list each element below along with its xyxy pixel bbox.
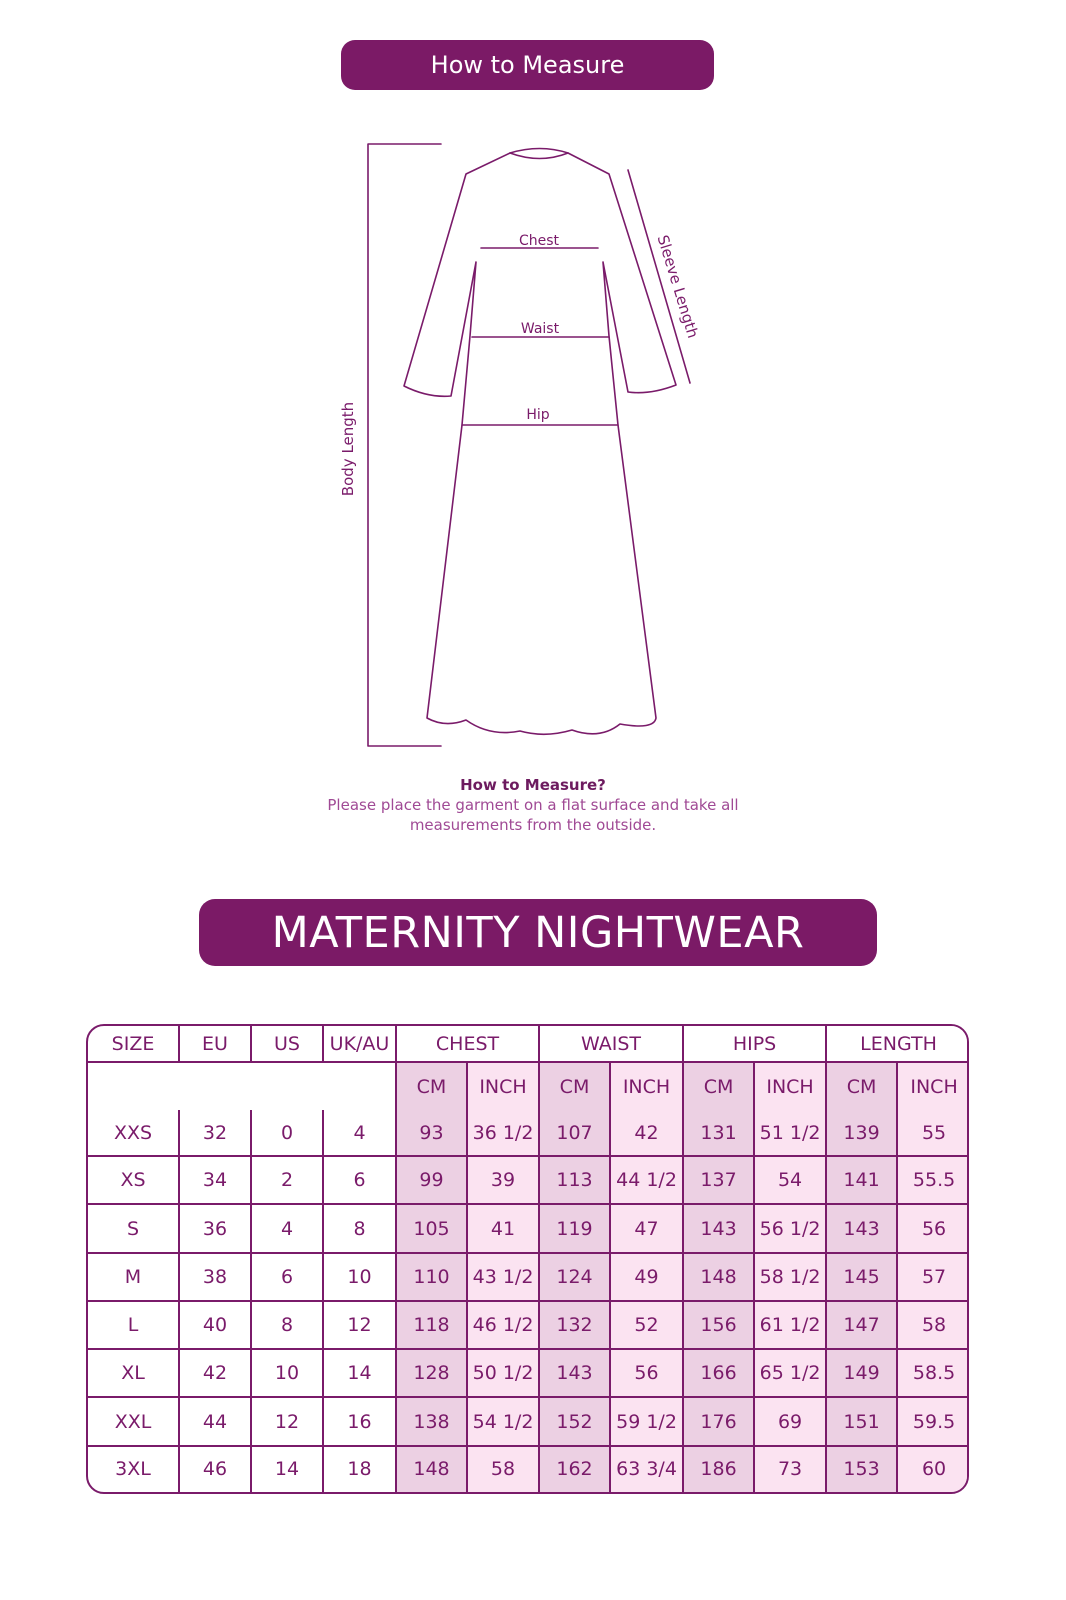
cell-size: S xyxy=(88,1204,179,1252)
cell-hips-inch: 54 xyxy=(754,1156,826,1204)
cell-size: M xyxy=(88,1253,179,1301)
cell-us: 0 xyxy=(251,1110,323,1156)
cell-uk-au: 14 xyxy=(323,1349,396,1397)
cell-hips-inch: 69 xyxy=(754,1397,826,1445)
cell-us: 10 xyxy=(251,1349,323,1397)
cell-hips-inch: 65 1/2 xyxy=(754,1349,826,1397)
unit-cm: CM xyxy=(683,1062,754,1110)
title-banner xyxy=(199,899,877,966)
neckline xyxy=(510,153,568,159)
cell-eu: 44 xyxy=(179,1397,251,1445)
cell-waist-cm: 143 xyxy=(539,1349,610,1397)
unit-inch: INCH xyxy=(754,1062,826,1110)
cell-length-cm: 145 xyxy=(826,1253,897,1301)
cell-hips-cm: 148 xyxy=(683,1253,754,1301)
cell-hips-cm: 143 xyxy=(683,1204,754,1252)
cell-length-cm: 149 xyxy=(826,1349,897,1397)
cell-hips-inch: 56 1/2 xyxy=(754,1204,826,1252)
header-waist: WAIST xyxy=(539,1026,683,1062)
sleeve-length-label: Sleeve Length xyxy=(653,232,702,341)
how-to-measure-title: How to Measure xyxy=(430,51,625,79)
cell-uk-au: 4 xyxy=(323,1110,396,1156)
cell-uk-au: 12 xyxy=(323,1301,396,1349)
cell-length-inch: 58 xyxy=(897,1301,969,1349)
cell-length-cm: 151 xyxy=(826,1397,897,1445)
unit-cm: CM xyxy=(539,1062,610,1110)
header-hips: HIPS xyxy=(683,1026,826,1062)
cell-chest-inch: 58 xyxy=(467,1446,539,1492)
cell-hips-cm: 156 xyxy=(683,1301,754,1349)
cell-waist-cm: 152 xyxy=(539,1397,610,1445)
size-table xyxy=(88,1026,969,1492)
cell-waist-cm: 132 xyxy=(539,1301,610,1349)
cell-us: 14 xyxy=(251,1446,323,1492)
cell-waist-cm: 107 xyxy=(539,1110,610,1156)
cell-waist-cm: 119 xyxy=(539,1204,610,1252)
cell-us: 2 xyxy=(251,1156,323,1204)
cell-uk-au: 10 xyxy=(323,1253,396,1301)
header-eu: EU xyxy=(179,1026,251,1062)
cell-length-inch: 58.5 xyxy=(897,1349,969,1397)
how-to-measure-banner xyxy=(341,40,714,90)
cell-waist-inch: 56 xyxy=(610,1349,683,1397)
measure-instructions xyxy=(283,776,783,835)
table-row xyxy=(88,1397,969,1445)
cell-eu: 36 xyxy=(179,1204,251,1252)
cell-chest-cm: 99 xyxy=(396,1156,467,1204)
page-title: MATERNITY NIGHTWEAR xyxy=(271,907,805,958)
table-row xyxy=(88,1301,969,1349)
cell-waist-inch: 63 3/4 xyxy=(610,1446,683,1492)
cell-chest-inch: 36 1/2 xyxy=(467,1110,539,1156)
cell-length-cm: 153 xyxy=(826,1446,897,1492)
cell-waist-inch: 47 xyxy=(610,1204,683,1252)
cell-size: XXS xyxy=(88,1110,179,1156)
size-chart xyxy=(86,1024,969,1494)
cell-us: 4 xyxy=(251,1204,323,1252)
cell-hips-cm: 166 xyxy=(683,1349,754,1397)
cell-us: 8 xyxy=(251,1301,323,1349)
cell-hips-inch: 58 1/2 xyxy=(754,1253,826,1301)
cell-waist-cm: 124 xyxy=(539,1253,610,1301)
cell-uk-au: 18 xyxy=(323,1446,396,1492)
cell-size: XXL xyxy=(88,1397,179,1445)
unit-cm: CM xyxy=(826,1062,897,1110)
cell-length-cm: 143 xyxy=(826,1204,897,1252)
table-row xyxy=(88,1110,969,1156)
cell-uk-au: 6 xyxy=(323,1156,396,1204)
cell-chest-inch: 54 1/2 xyxy=(467,1397,539,1445)
cell-size: XS xyxy=(88,1156,179,1204)
cell-length-inch: 57 xyxy=(897,1253,969,1301)
cell-chest-inch: 41 xyxy=(467,1204,539,1252)
unit-inch: INCH xyxy=(897,1062,969,1110)
cell-length-inch: 55 xyxy=(897,1110,969,1156)
cell-size: XL xyxy=(88,1349,179,1397)
table-row xyxy=(88,1446,969,1492)
cell-eu: 46 xyxy=(179,1446,251,1492)
garment-diagram xyxy=(330,130,710,760)
unit-row xyxy=(88,1062,969,1110)
cell-chest-cm: 110 xyxy=(396,1253,467,1301)
cell-hips-cm: 176 xyxy=(683,1397,754,1445)
cell-waist-cm: 113 xyxy=(539,1156,610,1204)
header-chest: CHEST xyxy=(396,1026,539,1062)
body-length-label: Body Length xyxy=(339,401,357,497)
cell-eu: 38 xyxy=(179,1253,251,1301)
cell-uk-au: 8 xyxy=(323,1204,396,1252)
chest-label: Chest xyxy=(518,233,560,249)
cell-chest-inch: 39 xyxy=(467,1156,539,1204)
table-row xyxy=(88,1253,969,1301)
cell-chest-inch: 50 1/2 xyxy=(467,1349,539,1397)
cell-length-cm: 141 xyxy=(826,1156,897,1204)
cell-waist-inch: 59 1/2 xyxy=(610,1397,683,1445)
cell-waist-inch: 44 1/2 xyxy=(610,1156,683,1204)
cell-chest-cm: 93 xyxy=(396,1110,467,1156)
body-length-bracket xyxy=(368,144,441,746)
hip-label: Hip xyxy=(526,407,550,423)
cell-hips-inch: 73 xyxy=(754,1446,826,1492)
cell-size: L xyxy=(88,1301,179,1349)
cell-hips-cm: 131 xyxy=(683,1110,754,1156)
cell-us: 12 xyxy=(251,1397,323,1445)
cell-length-inch: 56 xyxy=(897,1204,969,1252)
cell-uk-au: 16 xyxy=(323,1397,396,1445)
cell-waist-inch: 52 xyxy=(610,1301,683,1349)
cell-length-cm: 139 xyxy=(826,1110,897,1156)
cell-waist-inch: 49 xyxy=(610,1253,683,1301)
instructions-question: How to Measure? xyxy=(460,776,606,794)
cell-hips-cm: 137 xyxy=(683,1156,754,1204)
cell-hips-inch: 51 1/2 xyxy=(754,1110,826,1156)
cell-eu: 40 xyxy=(179,1301,251,1349)
cell-length-inch: 60 xyxy=(897,1446,969,1492)
cell-us: 6 xyxy=(251,1253,323,1301)
cell-length-inch: 55.5 xyxy=(897,1156,969,1204)
cell-eu: 42 xyxy=(179,1349,251,1397)
header-row xyxy=(88,1026,969,1062)
waist-label: Waist xyxy=(520,321,560,337)
cell-eu: 32 xyxy=(179,1110,251,1156)
table-row xyxy=(88,1204,969,1252)
cell-size: 3XL xyxy=(88,1446,179,1492)
header-uk-au: UK/AU xyxy=(323,1026,396,1062)
cell-waist-inch: 42 xyxy=(610,1110,683,1156)
cell-chest-cm: 138 xyxy=(396,1397,467,1445)
cell-waist-cm: 162 xyxy=(539,1446,610,1492)
cell-chest-cm: 128 xyxy=(396,1349,467,1397)
unit-cm: CM xyxy=(396,1062,467,1110)
table-row xyxy=(88,1349,969,1397)
cell-length-cm: 147 xyxy=(826,1301,897,1349)
header-size: SIZE xyxy=(88,1026,179,1062)
unit-inch: INCH xyxy=(467,1062,539,1110)
cell-length-inch: 59.5 xyxy=(897,1397,969,1445)
cell-chest-cm: 105 xyxy=(396,1204,467,1252)
header-length: LENGTH xyxy=(826,1026,969,1062)
cell-chest-cm: 148 xyxy=(396,1446,467,1492)
unit-inch: INCH xyxy=(610,1062,683,1110)
cell-hips-cm: 186 xyxy=(683,1446,754,1492)
cell-hips-inch: 61 1/2 xyxy=(754,1301,826,1349)
instructions-text: Please place the garment on a flat surface and take all measurements from the outside. xyxy=(327,796,739,834)
table-row xyxy=(88,1156,969,1204)
cell-chest-cm: 118 xyxy=(396,1301,467,1349)
cell-chest-inch: 46 1/2 xyxy=(467,1301,539,1349)
cell-chest-inch: 43 1/2 xyxy=(467,1253,539,1301)
header-us: US xyxy=(251,1026,323,1062)
cell-eu: 34 xyxy=(179,1156,251,1204)
unit-row-blank xyxy=(88,1062,396,1110)
